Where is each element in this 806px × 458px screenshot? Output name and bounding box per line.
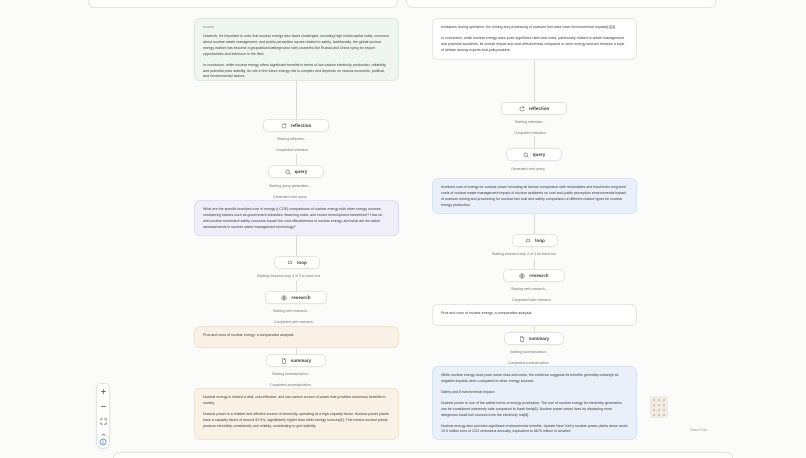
refresh-icon [519, 106, 525, 112]
left-reflection-stage[interactable] [263, 119, 329, 132]
source-card-paragraph-1: However, it's important to note that nuclear energy also faces challenges, including high initial capital costs, concerns about nuclear waste management, and public perception issues related to safety. Additionally, the global nuclear energy market has become a geopolitical battleground, with countries like Russia and China vying for export opportunities and influence in the field. [203, 33, 389, 56]
left-loop-status: Starting research loop 2 of 3 to track one [257, 274, 321, 278]
left-summary-title: summary [290, 358, 312, 363]
left-summary-stage[interactable] [266, 354, 326, 367]
document-icon [281, 358, 287, 364]
source-card-label: source [203, 25, 214, 29]
left-research-stage[interactable] [265, 291, 327, 304]
connector [534, 259, 535, 269]
loop-icon [525, 238, 531, 244]
right-loop-stage[interactable] [512, 234, 558, 247]
zoom-in-button[interactable] [99, 387, 108, 396]
right-reflection-title: reflection [528, 106, 550, 111]
right-impacts-paragraph-1: emissions during operation, the mining and processing of uranium fuel does have environmental impacts[1][5]. [441, 25, 617, 29]
right-summary-card[interactable] [432, 366, 637, 440]
refresh-icon [281, 123, 287, 129]
left-summary-card[interactable] [194, 388, 399, 440]
search-icon [285, 169, 291, 175]
loop-icon [287, 260, 293, 266]
top-partial-card-right [406, 0, 716, 8]
right-summary-title: summary [528, 336, 550, 341]
left-loop-stage[interactable] [274, 256, 320, 269]
right-impacts-card[interactable] [432, 18, 637, 60]
left-research-status-bottom: Completed web research [274, 320, 313, 324]
left-research-card[interactable] [194, 326, 399, 348]
minimap[interactable] [650, 396, 668, 418]
left-summary-status-bottom: Completed summarization [270, 383, 311, 387]
right-query-stage[interactable] [506, 148, 562, 161]
connector [534, 60, 535, 102]
right-reflection-stage[interactable] [501, 102, 567, 115]
right-research-title: research [529, 273, 549, 278]
right-research-status-top: Starting web research... [511, 287, 548, 291]
left-query-card[interactable] [194, 200, 399, 236]
left-query-status-top: Starting query generation... [269, 184, 312, 188]
source-card[interactable] [194, 18, 399, 81]
left-reflection-status-top: Starting reflection... [277, 137, 308, 141]
left-query-title: query [294, 169, 308, 174]
right-query-title: query [532, 152, 546, 157]
globe-icon [281, 295, 287, 301]
right-query-status-top: Generated next query [511, 167, 545, 171]
document-icon [519, 336, 525, 342]
right-query-card[interactable] [432, 178, 637, 214]
left-reflection-title: reflection [290, 123, 312, 128]
left-research-title: research [291, 295, 311, 300]
connector [296, 236, 297, 258]
right-reflection-status-top: Starting reflection... [515, 120, 546, 124]
right-research-card-text: Pros and cons of nuclear energy: a comparative analysis. [441, 311, 533, 315]
left-summary-paragraph-1: Nuclear energy is indeed a vital, cost-effective, and low-carbon source of power that provides numerous benefits to society. [203, 395, 386, 405]
left-query-status-bottom: Generated next query [273, 195, 307, 199]
left-query-card-text: What are the specific levelized cost of energy (LCOE) comparisons of nuclear energy with other energy sources, considering factors such as government subsidies, financing costs, and recent development investment? How do anti-nuclear movement safety concerns impact the cost-effectiveness of nuclear energy, and what are the latest advancements in nuclear waste management technology? [203, 207, 383, 229]
zoom-out-button[interactable] [99, 402, 108, 411]
right-impacts-paragraph-2: In conclusion, while nuclear energy does pose significant risks and costs, particularly related to waste management and potential accidents, its overall impact and cost-effectiveness compared to other energy sources remains a topic of debate among experts and policymakers. [441, 35, 625, 52]
connector [296, 81, 297, 119]
right-research-status-bottom: Completed web research [512, 298, 551, 302]
left-summary-status-top: Starting summarization... [272, 372, 311, 376]
right-summary-paragraph-1: While nuclear energy does pose some risks and costs, the evidence suggests its benefits generally outweigh its negative impacts when compared to other energy sources. [441, 373, 619, 383]
right-summary-status-top: Starting summarization... [510, 350, 549, 354]
bottom-partial-card [113, 452, 733, 458]
right-query-card-text: levelized cost of energy for nuclear power including all factors comparison with renewables and fossil fuels long-term costs of nuclear waste management impact of nuclear accidents on cost and public perception environmental impact of uranium mining and processing for nuclear fuel cost and safety comparison of different reactor types for nuclear energy production. [441, 185, 627, 207]
right-loop-title: loop [535, 238, 545, 243]
top-partial-card-left [88, 0, 398, 8]
connector [534, 214, 535, 234]
right-reflection-status-bottom: Completed reflection [514, 131, 547, 135]
right-research-card[interactable] [432, 304, 637, 326]
globe-icon [519, 273, 525, 279]
right-summary-status-bottom: Completed summarization [508, 361, 549, 365]
right-summary-paragraph-3: Nuclear power is one of the safest forms of energy production. The use of nuclear energy for electricity generation can be considered extremely safe compared to fossil fuels[6]. Nuclear power saves lives by displacing more dangerous fossil fuel sources from the electricity mix[8]. [441, 400, 622, 417]
left-research-status-top: Starting web research... [273, 309, 310, 313]
connector [296, 281, 297, 291]
right-loop-status: Starting research loop 2 of 3 for track two [492, 252, 557, 256]
connector [534, 137, 535, 148]
attribution-label[interactable]: React Flow [690, 428, 707, 432]
info-button[interactable] [96, 435, 110, 449]
fit-view-button[interactable] [99, 417, 108, 426]
source-card-paragraph-2: In conclusion, while nuclear energy offers significant benefits in terms of low-carbon electricity production, reliability, and potential price stability, its role in the future energy mix is complex and depends on various economic, political, and environmental factors. [203, 62, 387, 79]
right-summary-paragraph-4: Nuclear energy also provides significant environmental benefits. Update New York's nuclear power plants alone avoid 15.5 million tons of CO2 emissions annually, equivalent to 8675 million in avoided [441, 423, 628, 434]
left-query-stage[interactable] [268, 165, 324, 178]
left-summary-paragraph-2: Nuclear power is a reliable and efficient source of electricity, operating at a high capacity factor. Nuclear power plants have a capacity factor of around 92.5%, significantly higher than other energy sources[4]. This means nuclear plants produce electricity consistently and reliably, contributing to grid stability. [203, 411, 389, 428]
left-research-card-text: Pros and cons of nuclear energy: a comparative analysis. [203, 333, 295, 337]
left-reflection-status-bottom: Completed reflection [276, 148, 309, 152]
right-summary-stage[interactable] [504, 332, 564, 345]
right-summary-paragraph-2: Safety and Environmental Impact: [441, 389, 495, 394]
right-research-stage[interactable] [503, 269, 565, 282]
left-loop-title: loop [297, 260, 307, 265]
search-icon [523, 152, 529, 158]
